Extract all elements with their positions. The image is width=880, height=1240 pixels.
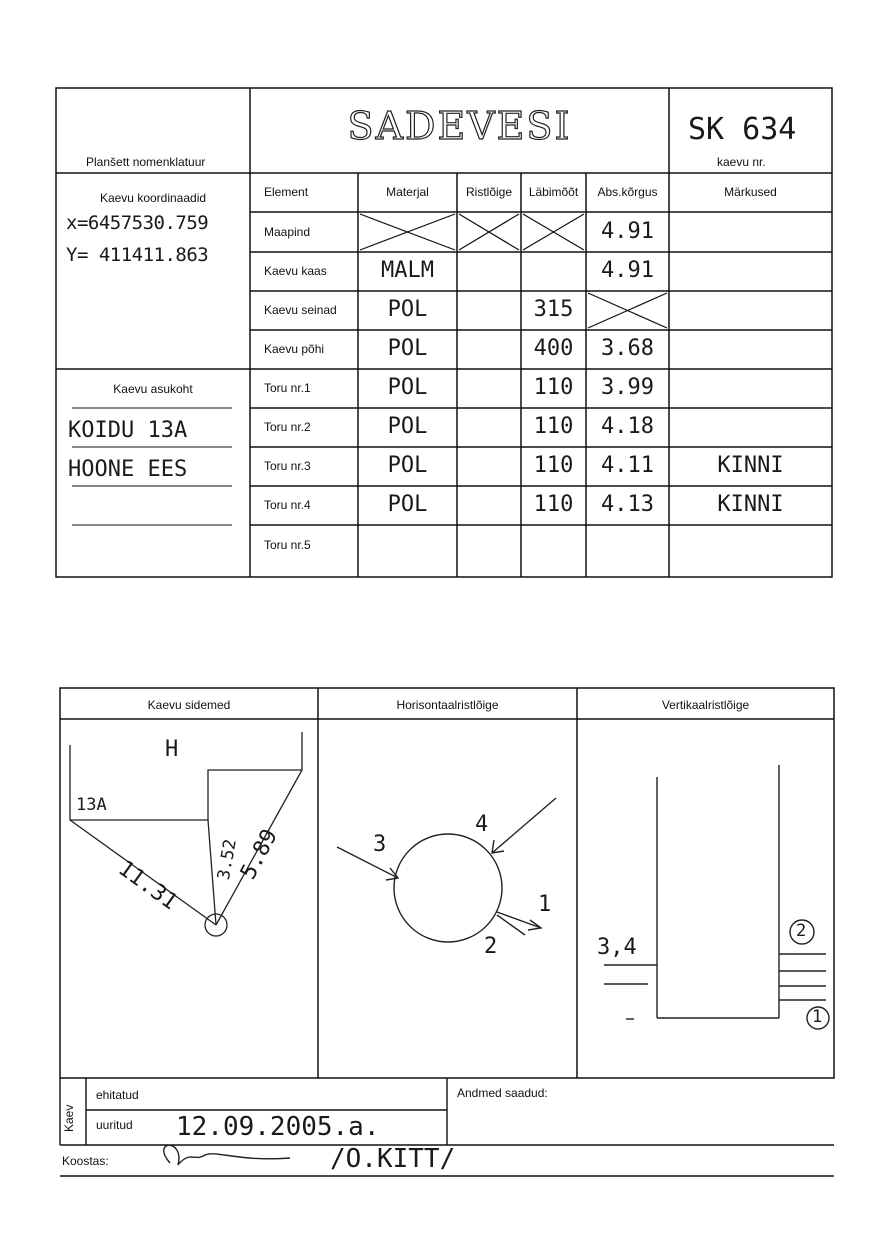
row-materjal: POL: [387, 375, 428, 400]
row-element: Toru nr.5: [264, 538, 311, 552]
row-materjal: POL: [387, 492, 428, 517]
row-element: Toru nr.4: [264, 498, 311, 512]
row-element: Toru nr.2: [264, 420, 311, 434]
page-title: SADEVESI: [347, 104, 572, 148]
kaev-label: Kaev: [62, 1104, 76, 1132]
header-markused: Märkused: [724, 185, 777, 199]
row-materjal: POL: [387, 414, 428, 439]
row-labimoot: 315: [533, 297, 574, 322]
row-element: Maapind: [264, 225, 311, 239]
vertikaal-depth: 3,4: [597, 935, 637, 960]
horisontaal-p4: 4: [475, 812, 489, 837]
row-element: Toru nr.1: [264, 381, 311, 395]
sidemed-d2: 3.52: [214, 837, 241, 882]
vertikaal-p2: 2: [796, 921, 807, 941]
plansett-label: Planšett nomenklatuur: [86, 155, 206, 169]
row-markused: KINNI: [717, 453, 784, 478]
row-markused: KINNI: [717, 492, 784, 517]
uuritud-label: uuritud: [96, 1118, 133, 1132]
header-materjal: Materjal: [386, 185, 429, 199]
row-abs: 3.99: [601, 375, 654, 400]
sidemed-label: Kaevu sidemed: [147, 698, 231, 712]
header-element: Element: [264, 185, 309, 199]
horisontaal-p1: 1: [538, 892, 552, 917]
header-ristloige: Ristlõige: [465, 185, 513, 199]
row-abs: 4.91: [601, 219, 654, 244]
coord-y: Y= 411411.863: [66, 244, 209, 266]
row-materjal: POL: [387, 453, 428, 478]
row-labimoot: 110: [533, 375, 574, 400]
sidemed-address: 13A: [76, 795, 107, 815]
horisontaal-p3: 3: [373, 832, 387, 857]
sidemed-d3: 5.89: [236, 825, 283, 884]
row-abs: 4.11: [601, 453, 654, 478]
row-labimoot: 110: [533, 414, 574, 439]
vertikaal-p1: 1: [812, 1007, 823, 1027]
header-labimoot: Läbimõõt: [528, 185, 579, 199]
kaev-number: SK 634: [688, 112, 797, 147]
row-labimoot: 110: [533, 453, 574, 478]
row-element: Kaevu põhi: [264, 342, 325, 356]
koostas-value: /O.KITT/: [330, 1144, 456, 1174]
location-label: Kaevu asukoht: [113, 382, 193, 396]
header-abs: Abs.kõrgus: [597, 185, 658, 199]
row-abs: 4.13: [601, 492, 654, 517]
horisontaal-label: Horisontaalristlõige: [396, 698, 499, 712]
row-materjal: POL: [387, 336, 428, 361]
row-element: Toru nr.3: [264, 459, 311, 473]
uuritud-value: 12.09.2005.a.: [176, 1112, 380, 1142]
row-labimoot: 110: [533, 492, 574, 517]
row-element: Kaevu kaas: [264, 264, 327, 278]
row-abs: 4.18: [601, 414, 654, 439]
signature-scribble: [164, 1145, 290, 1165]
sidemed-building: H: [165, 737, 179, 762]
vertikaal-label: Vertikaalristlõige: [661, 698, 750, 712]
ehitatud-label: ehitatud: [96, 1088, 139, 1102]
andmed-label: Andmed saadud:: [457, 1086, 548, 1100]
horisontaal-p2: 2: [484, 934, 498, 959]
koostas-label: Koostas:: [62, 1154, 109, 1168]
row-materjal: MALM: [381, 258, 434, 283]
row-labimoot: 400: [533, 336, 574, 361]
vertikaal-sketch: [604, 765, 829, 1029]
row-materjal: POL: [387, 297, 428, 322]
row-abs: 4.91: [601, 258, 654, 283]
row-abs: 3.68: [601, 336, 654, 361]
horisontaal-sketch: [337, 798, 556, 942]
location-line2: HOONE EES: [68, 457, 188, 482]
coord-x: x=6457530.759: [66, 212, 209, 234]
coords-label: Kaevu koordinaadid: [99, 191, 207, 205]
location-line1: KOIDU 13A: [68, 418, 188, 443]
row-element: Kaevu seinad: [264, 303, 337, 317]
kaev-nr-label: kaevu nr.: [717, 155, 766, 169]
sidemed-d1: 11.31: [113, 856, 182, 916]
